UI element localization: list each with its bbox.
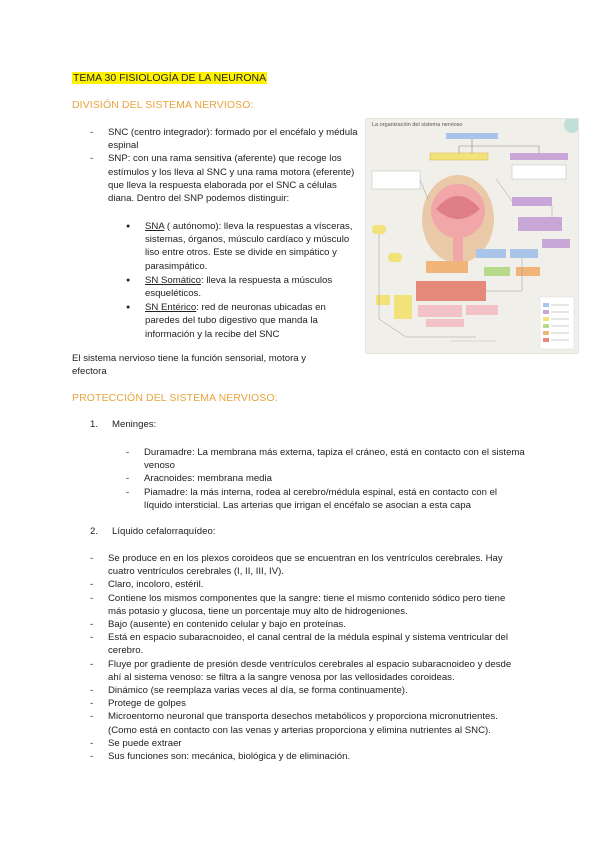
list-item: [126, 472, 526, 485]
diagram-box: [510, 249, 538, 258]
diagram-box: [466, 305, 498, 315]
list-item: [90, 618, 526, 631]
list-item-text: Piamadre: la más interna, rodea al cerebro/médula espinal, está en contacto con el líquido intersticial. Las arterias que irrigan el encéfalo se asocian a esta capa: [144, 486, 498, 511]
list-item-text: Microentorno neuronal que transporta desechos metabólicos y proporciona micronutrientes. (Como está en contacto con las venas y arterias proporciona y elimina nutrientes al SNC).: [108, 711, 498, 736]
list-item: [126, 301, 360, 341]
diagram-box: [372, 171, 420, 189]
division-list: [90, 126, 358, 205]
diagram-box: [542, 239, 570, 248]
diagram-box: [512, 197, 552, 206]
list-item: [126, 220, 360, 273]
diagram-box: [446, 133, 498, 139]
list-item-text: Fluye por gradiente de presión desde ventrículos cerebrales al espacio subaracnoideo y desde ahí al sistema venoso: se filtra a la sangre venosa por las vellosidades coroideas.: [108, 658, 512, 683]
division-summary: El sistema nervioso tiene la función sensorial, motora y efectora: [72, 353, 307, 378]
list-item: [90, 658, 526, 684]
page-title: TEMA 30 FISIOLOGÍA DE LA NEURONA: [73, 72, 267, 84]
term-sna: SNA: [145, 221, 165, 232]
list-item-text: Se produce en en los plexos coroideos que se encuentran en los ventrículos cerebrales. Hay cuatro ventrículos cerebrales (I, II, III, IV).: [108, 553, 503, 578]
list-item: [90, 697, 526, 710]
diagram-box: [518, 217, 562, 231]
list-item-text: ( autónomo): lleva la respuestas a vísceras, sistemas, órganos, músculo cardíaco y músculo liso entre otros. Este se divide en simpático y parasimpático.: [145, 221, 353, 272]
meninges-list: [126, 446, 526, 512]
list-item-text: Protege de golpes: [108, 698, 186, 710]
diagram-box: [372, 225, 386, 234]
meninges-heading: [90, 419, 156, 430]
term-sn-enterico: SN Entérico: [145, 302, 197, 314]
list-item: [90, 152, 358, 205]
diagram-box: [512, 165, 566, 179]
diagram-box: [516, 267, 540, 276]
list-item-text: Está en espacio subaracnoideo, el canal central de la médula espinal y sistema ventricular del cerebro.: [108, 632, 508, 657]
list-item: [90, 126, 358, 152]
list-number: 1.: [90, 419, 99, 430]
diagram-box: [426, 319, 464, 327]
diagram-graphic: [366, 119, 578, 353]
list-item: [126, 486, 526, 512]
list-item-text: Claro, incoloro, estéril.: [108, 579, 204, 591]
list-item-text: Dinámico (se reemplaza varias veces al día, se forma continuamente).: [108, 685, 408, 697]
diagram-box: [426, 261, 468, 273]
snp-subdivision-list: [126, 220, 360, 342]
diagram-box: [484, 267, 510, 276]
list-item-text: Bajo (ausente) en contenido celular y bajo en proteínas.: [108, 619, 346, 631]
list-item: [126, 274, 360, 300]
list-item-text: Se puede extraer: [108, 737, 182, 749]
list-item: [90, 710, 526, 736]
diagram-title: La organización del sistema nervioso: [372, 122, 463, 128]
list-item: [90, 737, 526, 750]
list-item: [90, 592, 526, 618]
list-item-text: Aracnoides: membrana media: [144, 473, 272, 485]
list-item: [126, 446, 526, 472]
diagram-box: [394, 295, 412, 319]
list-item-text: : lleva la respuesta a músculos esqueléticos.: [145, 274, 333, 300]
list-item-text: Contiene los mismos componentes que la sangre: tiene el mismo contenido sódico pero tiene más potasio y glucosa, tiene un porcentaje muy alto de hidrogeniones.: [108, 592, 506, 617]
liquido-heading: [90, 526, 215, 537]
nervous-system-diagram: [365, 118, 579, 354]
term-sn-somatico: SN Somático: [145, 274, 201, 286]
diagram-box: [388, 253, 402, 262]
meninges-label: Meninges:: [112, 419, 157, 430]
diagram-box: [416, 281, 486, 301]
diagram-box: [376, 295, 390, 305]
diagram-box: [418, 305, 462, 317]
list-item: [90, 552, 526, 578]
list-item-text: : red de neuronas ubicadas en paredes del tubo digestivo que manda la información y la recibe del SNC: [145, 302, 326, 340]
list-item: [90, 631, 526, 657]
list-number: 2.: [90, 526, 99, 537]
list-item-text: Duramadre: La membrana más externa, tapiza el cráneo, está en contacto con el sistema venoso: [144, 447, 525, 472]
section-heading-proteccion: PROTECCIÓN DEL SISTEMA NERVIOSO:: [72, 392, 278, 404]
diagram-box: [430, 153, 488, 160]
diagram-box: [476, 249, 506, 258]
section-heading-division: DIVISIÓN DEL SISTEMA NERVIOSO:: [72, 99, 254, 111]
liquido-label: Líquido cefalorraquídeo:: [112, 526, 216, 537]
list-item: [90, 684, 526, 697]
liquido-list: [90, 552, 526, 763]
diagram-box: [510, 153, 568, 160]
list-item-text: SNC (centro integrador): formado por el encéfalo y médula espinal: [108, 127, 358, 152]
list-item-text: Sus funciones son: mecánica, biológica y de eliminación.: [108, 751, 351, 763]
list-item: [90, 578, 526, 591]
list-item-text: SNP: con una rama sensitiva (aferente) que recoge los estímulos y los lleva al SNC y una rama motora (eferente) que lleva la respuesta elaborada por el SNC a células diana. Dentro del SNP podemos distinguir:: [108, 153, 355, 205]
list-item: [90, 750, 526, 763]
